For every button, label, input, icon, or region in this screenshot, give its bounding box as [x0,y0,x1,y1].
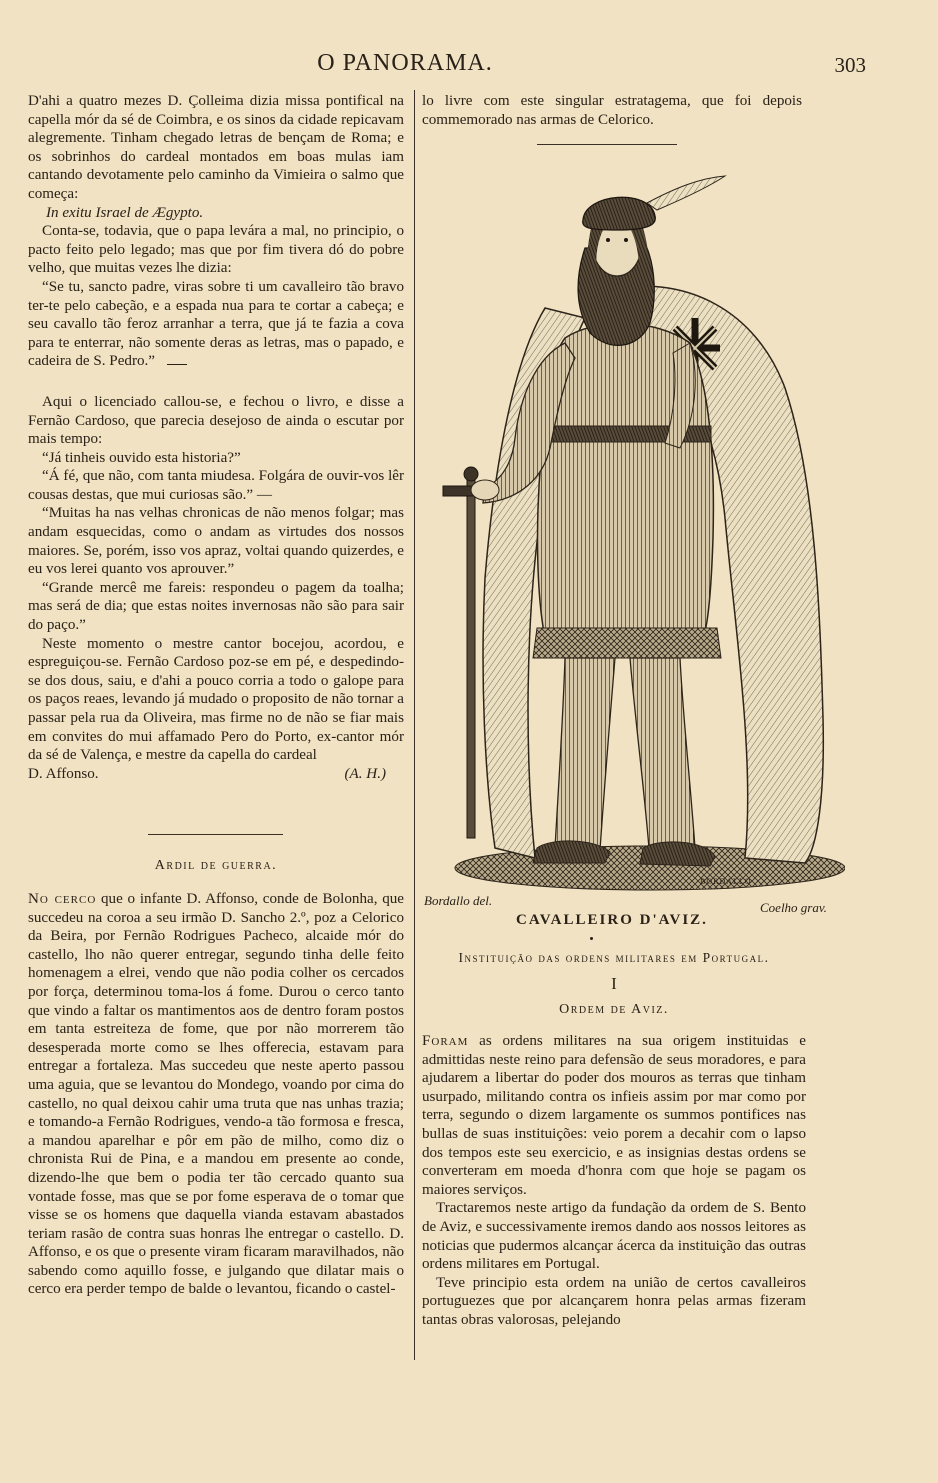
closing-text: D. Affonso. [28,765,99,782]
right-column-continuation: lo livre com este singular estratagema, que foi depois commemorado nas armas de Celorico. [422,93,802,128]
section-title: Ardil de guerra. [154,858,278,873]
paragraph: Neste momento o mestre cantor bocejou, acordou, e espreguiçou-se. Fernão Cardoso poz-se em pé, e despedindo-se dos dous, saiu, e d'ahi a pouco corria a todo o galope para os paços reaes, levando já mudado o proposito de não tornar a passar pela rua da Oliveira, mas firme no de não se fiar mais em convites do mui affamado Pero do Porto, ex-cantor mór da sé de Valença, e mestre da capella do cardeal [28,635,404,764]
section-dropcap: No cerco [28,891,97,907]
paragraph: “Já tinheis ouvido esta historia?” [42,449,241,466]
paragraph: “Grande mercê me fareis: respondeu o pagem da toalha; mas será de dia; que estas noites invernosas não são para sair do paço.” [28,579,404,634]
latin-quote: In exitu Israel de Ægypto. [46,204,204,221]
article-number: I [611,974,617,993]
ornament-dot [590,937,593,940]
article-title: Instituição das ordens militares em Portugal. [458,950,770,965]
paragraph [28,278,404,371]
article-dropcap: Foram [422,1033,469,1049]
paragraph: Aqui o licenciado callou-se, e fechou o livro, e disse a Fernão Cardoso, que parecia desejoso de ainda o escutar por mais tempo: [28,393,404,448]
paragraph: D'ahi a quatro mezes D. Çolleima dizia missa pontifical na capella mór da sé de Coimbra, e os sinos da cidade repicavam alegremente. Tinham chegado letras de bençam de Roma; e os sobrinhos do cardeal montados em boas mulas iam cantando devotamente pelo caminho da Vimieira o salmo que começa: [28,93,404,202]
illustration-rule [537,144,677,145]
engraving-caption: CAVALLEIRO D'AVIZ. [516,912,708,928]
author-signature: (A. H.) [344,765,386,782]
paragraph: Conta-se, todavia, que o papa levára a mal, no principio, o pacto feito pelo legado; mas que por fim tivera dó do pobre velho, que muitas vezes lhe dizia: [28,223,404,277]
short-rule [167,364,187,365]
article-text: as ordens militares na sua origem instituidas e admittidas neste reino para defensão de seus moradores, e para ajudarem a libertar do poder dos mouros as terras que tinham usurpado, militando contra os infieis assim por mar como por terra, segundo o dizem largamente os summos pontifices nas bullas de suas instituições: veio porem a decahir com o lapso dos tempos este seu exercicio, e as insignias destas ordens se converteram em moeda d'honra com que hoje se pagam os maiores serviços. [422,1033,806,1198]
plate-signature: BORDALLO [700,877,752,886]
closing-line [28,765,404,784]
article-body [422,1032,806,1330]
section-paragraph [28,890,404,1299]
paragraph-text: “Se tu, sancto padre, viras sobre ti um cavalleiro tão bravo ter-te pelo cabeção, e a espada nua para te cortar a cabeça; e seu cavallo tão feroz arranhar a terra, que já te fazia a cova para te enterrar, não somente deras as letras, mas o papado, e cadeira de S. Pedro.” [28,278,404,370]
page-number: 303 [834,53,866,77]
publication-title: O PANORAMA. [317,50,493,76]
paragraph: “Á fé, que não, com tanta miudesa. Folgára de ouvir-vos lêr cousas destas, que mui curiosas são.” — [28,468,404,503]
spacer [28,371,404,393]
legs [533,658,715,866]
paragraph: “Muitas ha nas velhas chronicas de não menos folgar; mas andam esquecidas, como o andam as virtudes dos nossos maiores. Se, porém, isso vos apraz, voltai quando quizerdes, e eu vos lerei quanto vos aprouver.” [28,505,404,578]
left-column [28,92,404,783]
section-body [28,890,404,1299]
section-text: que o infante D. Affonso, conde de Bolonha, que succedeu na coroa a seu irmão D. Sancho 2.º, poz a Celorico da Beira, por Fernão Rodrigues Pacheco, alcaide mór do castello, lho não querer entregar, segundo tinha delle feito homenagem a elrei, vendo que não podia colher os cercados por força, determinou toma-los á fome. Durou o cerco tanto que vindo a faltar os mantimentos aos de dentro foram postos em tanta estreiteza de fome, que por não morrerem tão desesperada morte como se lhes offerecia, estavam para entregar a fortaleza. Mas succedeu que neste aperto passou uma aguia, que se levantou do Mondego, voando por cima do castello, no qual deixou cahir uma truta que nas unhas trazia; e tomando-a Fernão Rodrigues, vendo-a tão formosa e fresca, a mandou aparelhar e pôr em pão de milho, como diz o chronista Rui de Pina, e a mandou em presente ao conde, dizendo-lhe que bem o podia ter tão cercado quanto sua vontade fosse, mas que se por fome esperava de o tomar que visse se os homens que daquella vianda estavam abastados teriam rasão de contra suas honras lhe entregar o castello. D. Affonso, e os que o presente viram ficaram maravilhados, não sabendo como aquillo fosse, e julgando que dilatar mais o cerco era perder tempo de balde o levantou, ficando o castel- [28,891,404,1298]
article-subtitle: Ordem de Aviz. [559,1002,669,1017]
engraver-credit: Coelho grav. [760,900,827,915]
knight-engraving [425,158,845,898]
artist-credit: Bordallo del. [424,893,493,908]
article-paragraph [422,1032,806,1199]
section-rule [148,834,283,835]
column-divider [414,90,415,1360]
article-paragraph: Teve principio esta ordem na união de certos cavalleiros portuguezes que por alcançarem honra pelas armas fizeram tantas obras valorosas, pelejando [422,1274,806,1328]
article-paragraph: Tractaremos neste artigo da fundação da ordem de S. Bento de Aviz, e successivamente iremos dando aos nossos leitores as noticias que pudermos alcançar ácerca da instituição das outras ordens militares em Portugal. [422,1200,806,1273]
